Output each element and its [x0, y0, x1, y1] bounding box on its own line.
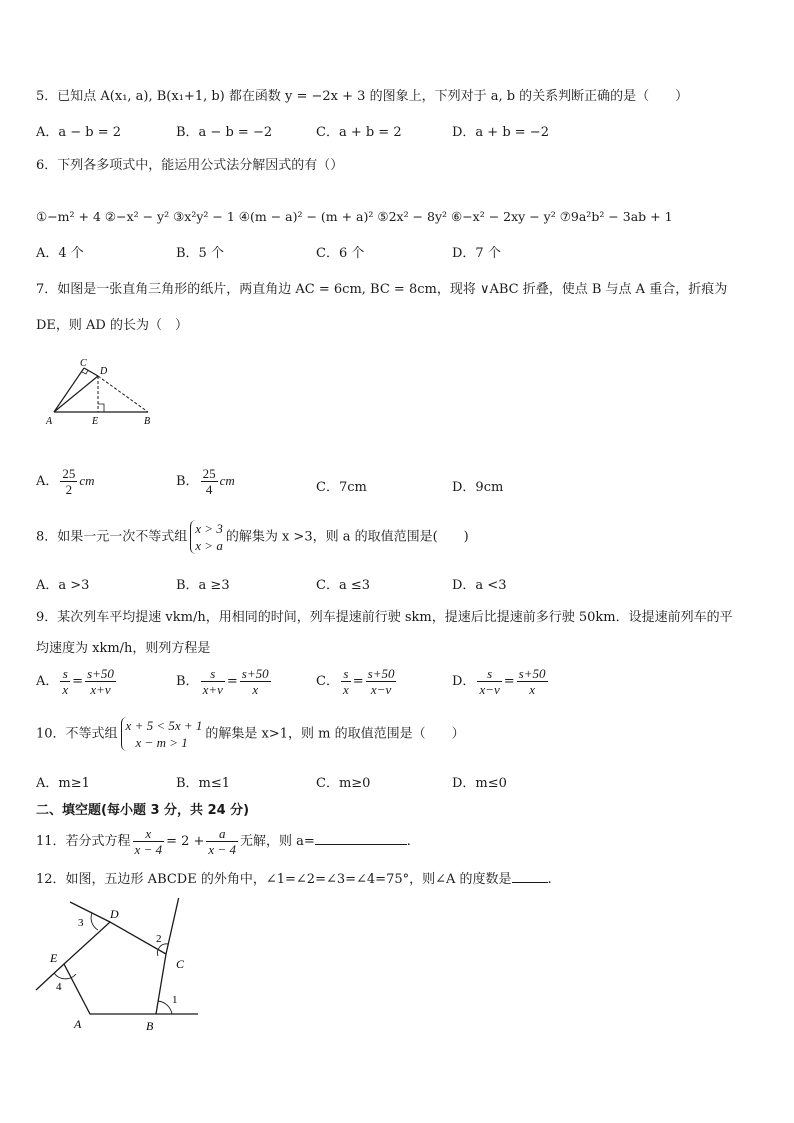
q10-stem-pre: 10．不等式组 [36, 726, 118, 742]
q9-choice-a[interactable]: A． $\frac{s}{x}$ = $\frac{s+50}{x+v}$ [36, 666, 114, 697]
fraction-1: $\frac{x}{x - 4}$ [134, 826, 163, 857]
q7-triangle-figure [40, 358, 160, 430]
segment-ad [54, 376, 98, 412]
angle-label-1: 1 [172, 994, 178, 1006]
fraction-left: $\frac{s}{x-v}$ [479, 666, 500, 697]
q8-choice-a[interactable]: A．a >3 [36, 578, 90, 593]
q7-choice-a[interactable] [36, 466, 95, 497]
q9-stem-line2: 均速度为 xkm/h，则列方程是 [36, 641, 211, 656]
pentagon [64, 922, 166, 1014]
label-e: E [92, 416, 99, 427]
label-a: A [74, 1017, 82, 1031]
label-c: C [176, 957, 185, 971]
q7-choice-b[interactable] [176, 466, 235, 497]
choice-prefix: A． [36, 474, 59, 489]
q7-stem-line1: 7．如图是一张直角三角形的纸片，两直角边 AC = 6cm, BC = 8cm，现将 ∨ABC 折叠，使点 B 与点 A 重合，折痕为 [36, 282, 728, 297]
q12-stem [36, 870, 552, 889]
angle-label-4: 4 [56, 981, 62, 993]
q8-choice-d[interactable]: D．a <3 [452, 578, 507, 593]
right-angle-e [98, 404, 104, 412]
q5-choice-c[interactable]: C．a + b = 2 [316, 125, 402, 140]
label-c: C [80, 358, 87, 369]
q9-choice-b[interactable]: B． $\frac{s}{x+v}$ = $\frac{s+50}{x}$ [176, 666, 269, 697]
q7-stem-line2: DE，则 AD 的长为（ ） [36, 318, 188, 333]
q10-stem [36, 717, 465, 751]
q11-end: . [406, 834, 411, 849]
section-heading-fill-in: 二、填空题(每小题 3 分，共 24 分) [36, 803, 250, 818]
choice-prefix: A． [36, 674, 59, 689]
q5-choice-a[interactable]: A．a − b = 2 [36, 125, 122, 140]
choice-prefix: D． [452, 674, 476, 689]
q6-choice-c[interactable]: C．6 个 [316, 246, 365, 261]
fraction: $\frac{25}{2}$ [62, 466, 76, 497]
label-b: B [144, 416, 151, 427]
angle-arc-1 [158, 1001, 172, 1014]
q5-choice-b[interactable]: B．a − b = −2 [176, 125, 273, 140]
q9-choice-c[interactable]: C． $\frac{s}{x}$ = $\frac{s+50}{x-v}$ [316, 666, 395, 697]
choice-prefix: B． [176, 674, 199, 689]
q8-stem [36, 520, 469, 554]
q10-stem-post: 的解集是 x>1，则 m 的取值范围是（ ） [205, 726, 465, 742]
q8-stem-post: 的解集为 x >3，则 a 的取值范围是( ) [225, 529, 469, 545]
q11-mid: = 2 + [166, 834, 205, 849]
side-ac [54, 368, 84, 412]
q6-choice-d[interactable]: D．7 个 [452, 246, 501, 261]
q12-pentagon-figure [30, 898, 210, 1038]
label-e: E [50, 951, 58, 965]
extension-cd [70, 902, 110, 922]
q7-choice-d[interactable]: D．9cm [452, 480, 504, 495]
angle-label-3: 3 [78, 917, 84, 929]
q8-choice-b[interactable]: B．a ≥3 [176, 578, 230, 593]
fraction-left: $\frac{s}{x+v}$ [202, 666, 223, 697]
angle-label-2: 2 [156, 933, 162, 945]
inequality-system: x > 3 x > a [190, 520, 223, 554]
q11-stem [36, 826, 411, 857]
q6-expressions: ①−m² + 4 ②−x² − y² ③x²y² − 1 ④(m − a)² − (m + a)² ⑤2x² − 8y² ⑥−x² − 2xy − y² ⑦9a²b² − 3ab + 1 [36, 209, 673, 224]
q12-stem-text: 12．如图，五边形 ABCDE 的外角中，∠1=∠2=∠3=∠4=75°，则∠A 的度数是 [36, 872, 512, 887]
choice-prefix: B． [176, 474, 199, 489]
label-d: D [110, 907, 119, 921]
q7-choice-c[interactable]: C．7cm [316, 480, 367, 495]
fraction-right: $\frac{s+50}{x}$ [518, 666, 546, 697]
q9-stem-line1: 9．某次列车平均提速 vkm/h，用相同的时间，列车提速前行驶 skm，提速后比提速前多行驶 50km．设提速前列车的平 [36, 610, 733, 625]
fraction-2: $\frac{a}{x - 4}$ [208, 826, 236, 857]
fraction-left: $\frac{s}{x}$ [62, 666, 69, 697]
label-a: A [46, 416, 53, 427]
q5-stem: 5．已知点 A(x₁, a), B(x₁+1, b) 都在函数 y = −2x + 3 的图象上，下列对于 a, b 的关系判断正确的是（ ） [36, 89, 689, 104]
q12-answer-blank[interactable] [512, 870, 548, 883]
extension-bc [166, 898, 180, 954]
label-d: D [100, 366, 108, 377]
q9-choice-d[interactable]: D． $\frac{s}{x-v}$ = $\frac{s+50}{x}$ [452, 666, 546, 697]
side-db-dashed [98, 376, 148, 412]
q11-pre: 11．若分式方程 [36, 834, 131, 849]
q11-post: 无解，则 a= [239, 834, 315, 849]
q10-choice-a[interactable]: A．m≥1 [36, 776, 90, 791]
q10-choice-c[interactable]: C．m≥0 [316, 776, 371, 791]
unit: cm [79, 473, 95, 488]
q10-choice-d[interactable]: D．m≤0 [452, 776, 507, 791]
fraction-right: $\frac{s+50}{x+v}$ [87, 666, 114, 697]
q6-choice-b[interactable]: B．5 个 [176, 246, 224, 261]
q6-stem: 6．下列各多项式中，能运用公式法分解因式的有（） [36, 158, 344, 173]
unit: cm [219, 473, 235, 488]
fraction-right: $\frac{s+50}{x-v}$ [367, 666, 395, 697]
q8-choice-c[interactable]: C．a ≤3 [316, 578, 370, 593]
fraction-right: $\frac{s+50}{x}$ [241, 666, 269, 697]
inequality-system: x + 5 < 5x + 1 x − m > 1 [121, 717, 203, 751]
q11-answer-blank[interactable] [315, 832, 407, 845]
fraction-left: $\frac{s}{x}$ [342, 666, 349, 697]
label-b: B [146, 1019, 154, 1033]
angle-arc-4 [54, 973, 76, 979]
side-cd [84, 368, 98, 376]
fraction: $\frac{25}{4}$ [202, 466, 216, 497]
q12-end: . [547, 872, 552, 887]
q6-choice-a[interactable]: A．4 个 [36, 246, 84, 261]
q5-choice-d[interactable]: D．a + b = −2 [452, 125, 549, 140]
q10-choice-b[interactable]: B．m≤1 [176, 776, 231, 791]
q8-stem-pre: 8．如果一元一次不等式组 [36, 529, 188, 545]
choice-prefix: C． [316, 674, 339, 689]
